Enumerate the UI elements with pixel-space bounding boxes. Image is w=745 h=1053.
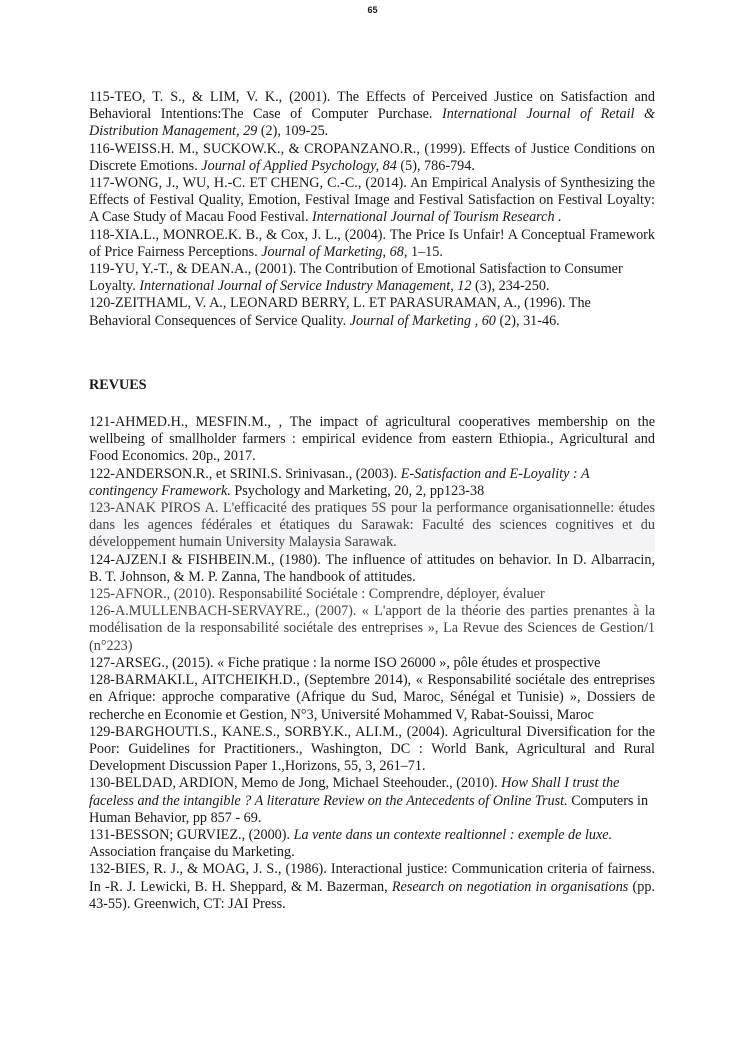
reference-115: 115-TEO, T. S., & LIM, V. K., (2001). The Effects of Perceived Justice on Satisfaction and Behavioral Intentions:The Case of Computer Purchase. International Journal of Retail & Distribution Management, 29 (2), 109-25. xyxy=(89,89,656,140)
reference-130: 130-BELDAD, ARDION, Memo de Jong, Michael Steehouder., (2010). How Shall I trust the faceless and the intangible ? A literature Review on the Antecedents of Online Trust. Computers in Human Behavior, pp 857 - 69. xyxy=(89,775,649,826)
reference-132: 132-BIES, R. J., & MOAG, J. S., (1986). Interactional justice: Communication criteria of fairness. In -R. J. Lewicki, B. H. Sheppard, & M. Bazerman, Research on negotiation in organisations (pp. 43-55). Greenwich, CT: JAI Press. xyxy=(89,861,655,912)
reference-122: 122-ANDERSON.R., et SRINI.S. Srinivasan., (2003). E-Satisfaction and E-Loyality : A contingency Framework. Psychology and Marketing, 20, 2, pp123-38 xyxy=(89,465,590,499)
reference-124: 124-AJZEN.I & FISHBEIN.M., (1980). The influence of attitudes on behavior. In D. Albarracin, B. T. Johnson, & M. P. Zanna, The handbook of attitudes. xyxy=(89,551,655,585)
page-number: 65 xyxy=(367,5,378,15)
reference-126: 126-A.MULLENBACH-SERVAYRE., (2007). « L'apport de la théorie des parties prenantes à la modélisation de la responsabilité sociétale des entreprises », La Revue des Sciences de Gestion/1 (n°223) xyxy=(89,603,655,654)
reference-123: 123-ANAK PIROS A. L'efficacité des pratiques 5S pour la performance organisationnelle: études dans les agences fédérales et étatiques du Sarawak: Faculté des sciences cognitives et du développement humain University Malaysia Sarawak. xyxy=(89,500,655,551)
reference-118: 118-XIA.L., MONROE.K. B., & Cox, J. L., (2004). The Price Is Unfair! A Conceptual Framework of Price Fairness Perceptions. Journal of Marketing, 68, 1–15. xyxy=(89,226,655,260)
reference-131: 131-BESSON; GURVIEZ., (2000). La vente dans un contexte realtionnel : exemple de luxe. Association française du Marketing. xyxy=(89,826,613,861)
references-content xyxy=(89,89,655,913)
reference-128: 128-BARMAKI.L, AITCHEIKH.D., (Septembre 2014), « Responsabilité sociétale des entreprises en Afrique: approche comparative (Afrique du Sud, Maroc, Sénégal et Tunisie) », Dossiers de recherche en Economie et Gestion, N°3, Université Mohammed V, Rabat-Souissi, Maroc xyxy=(89,672,655,723)
reference-117: 117-WONG, J., WU, H.-C. ET CHENG, C.-C., (2014). An Empirical Analysis of Synthesizing the Effects of Festival Quality, Emotion, Festival Image and Festival Satisfaction on Festival Loyalty: A Case Study of Macau Food Festival. International Journal of Tourism Research . xyxy=(89,175,655,226)
reference-121: 121-AHMED.H., MESFIN.M., , The impact of agricultural cooperatives membership on the wellbeing of smallholder farmers : empirical evidence from eastern Ethiopia., Agricultural and Food Economics. 20p., 2017. xyxy=(89,414,655,465)
reference-125: 125-AFNOR., (2010). Responsabilité Sociétale : Comprendre, déployer, évaluer xyxy=(89,586,545,603)
reference-127: 127-ARSEG., (2015). « Fiche pratique : la norme ISO 26000 », pôle études et prospective xyxy=(89,654,601,671)
reference-120: 120-ZEITHAML, V. A., LEONARD BERRY, L. ET PARASURAMAN, A., (1996). The Behavioral Consequences of Service Quality. Journal of Marketing , 60 (2), 31-46. xyxy=(89,295,591,329)
reference-129: 129-BARGHOUTI.S., KANE.S., SORBY.K., ALI.M., (2004). Agricultural Diversification for the Poor: Guidelines for Practitioners., Washington, DC : World Bank, Agricultural and Rural Development Discussion Paper 1.,Horizons, 55, 3, 261–71. xyxy=(89,723,655,775)
section-title-revues: REVUES xyxy=(89,376,147,393)
reference-116: 116-WEISS.H. M., SUCKOW.K., & CROPANZANO.R., (1999). Effects of Justice Conditions on Discrete Emotions. Journal of Applied Psychology, 84 (5), 786-794. xyxy=(89,140,655,174)
reference-119: 119-YU, Y.-T., & DEAN.A., (2001). The Contribution of Emotional Satisfaction to Consumer Loyalty. International Journal of Service Industry Management, 12 (3), 234-250. xyxy=(89,261,623,295)
